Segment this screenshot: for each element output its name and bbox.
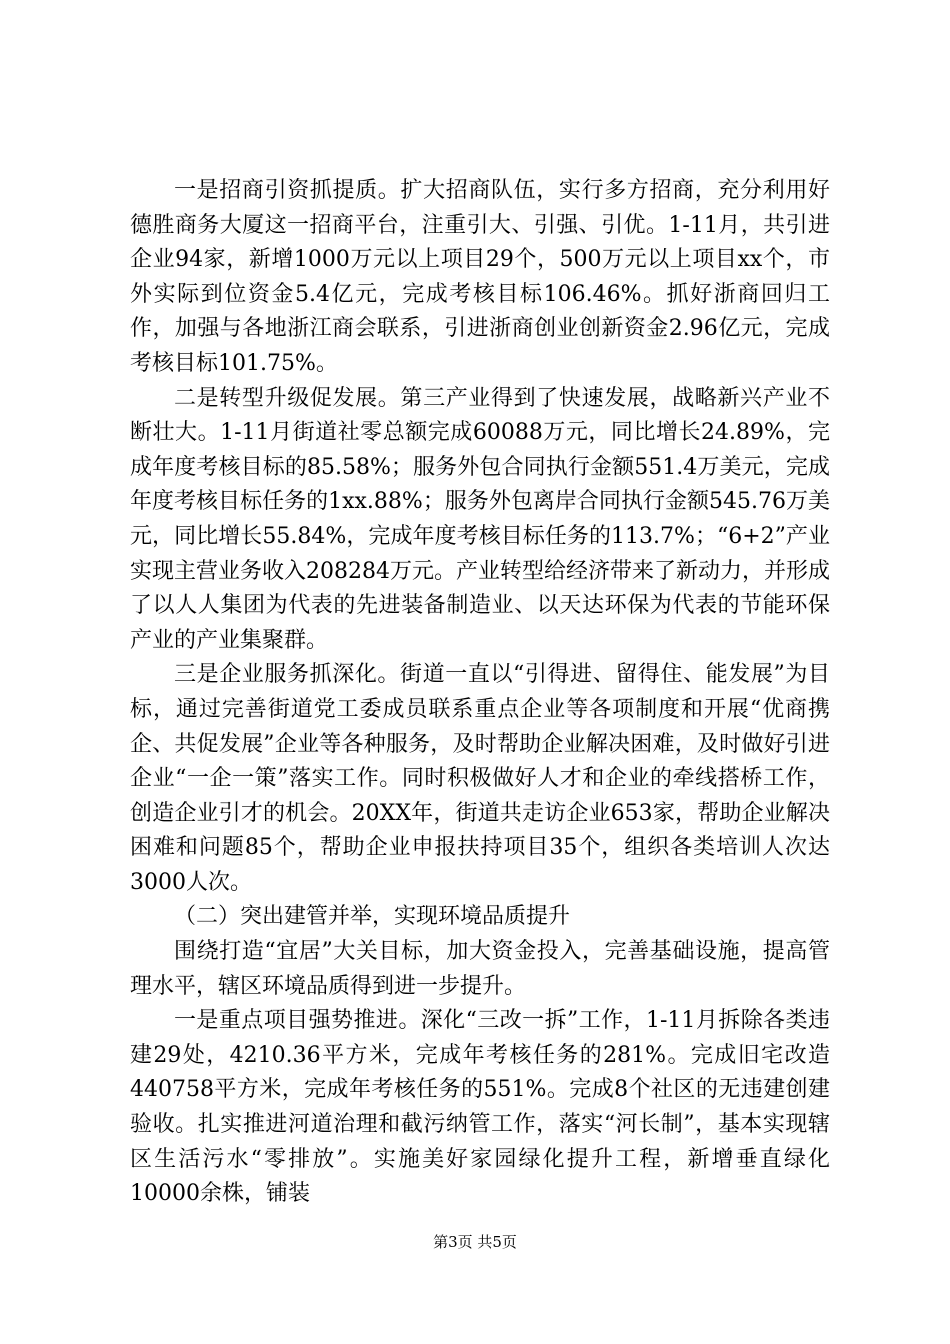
paragraph-key-projects: 一是重点项目强势推进。深化“三改一拆”工作，1-11月拆除各类违建29处，4210.36平方米，完成年考核任务的281%。完成旧宅改造440758平方米，完成年考核任务的551%。完成8个社区的无违建创建验收。扎实推进河道治理和截污纳管工作，落实“河长制”，基本实现辖区生活污水“零排放”。实施美好家园绿化提升工程，新增垂直绿化10000余株，铺装 [130,1008,830,1207]
section-heading: （二）突出建管并举，实现环境品质提升 [174,904,571,930]
document-body [130,174,830,1212]
paragraph-enterprise-service: 三是企业服务抓深化。街道一直以“引得进、留得住、能发展”为目标，通过完善街道党工委成员联系重点企业等各项制度和开展“优商携企、共促发展”企业等各种服务，及时帮助企业解决困难，及时做好引进企业“一企一策”落实工作。同时积极做好人才和企业的牵线搭桥工作，创造企业引才的机会。20XX年，街道共走访企业653家，帮助企业解决困难和问题85个，帮助企业申报扶持项目35个，组织各类培训人次达3000人次。 [130,662,830,895]
page-number: 第3页 共5页 [433,1233,517,1251]
paragraph-environment-intro: 围绕打造“宜居”大关目标，加大资金投入，完善基础设施，提高管理水平，辖区环境品质得到进一步提升。 [130,939,830,999]
paragraph-transformation: 二是转型升级促发展。第三产业得到了快速发展，战略新兴产业不断壮大。1-11月街道社零总额完成60088万元，同比增长24.89%，完成年度考核目标的85.58%；服务外包合同执行金额551.4万美元，完成年度考核目标任务的1xx.88%；服务外包离岸合同执行金额545.76万美元，同比增长55.84%，完成年度考核目标任务的113.7%；“6+2”产业实现主营业务收入208284万元。产业转型给经济带来了新动力，并形成了以人人集团为代表的先进装备制造业、以天达环保为代表的节能环保产业的产业集聚群。 [130,385,830,653]
paragraph-investment: 一是招商引资抓提质。扩大招商队伍，实行多方招商，充分利用好德胜商务大厦这一招商平台，注重引大、引强、引优。1-11月，共引进企业94家，新增1000万元以上项目29个，500万元以上项目xx个，市外实际到位资金5.4亿元，完成考核目标106.46%。抓好浙商回归工作，加强与各地浙江商会联系，引进浙商创业创新资金2.96亿元，完成考核目标101.75%。 [130,178,830,376]
